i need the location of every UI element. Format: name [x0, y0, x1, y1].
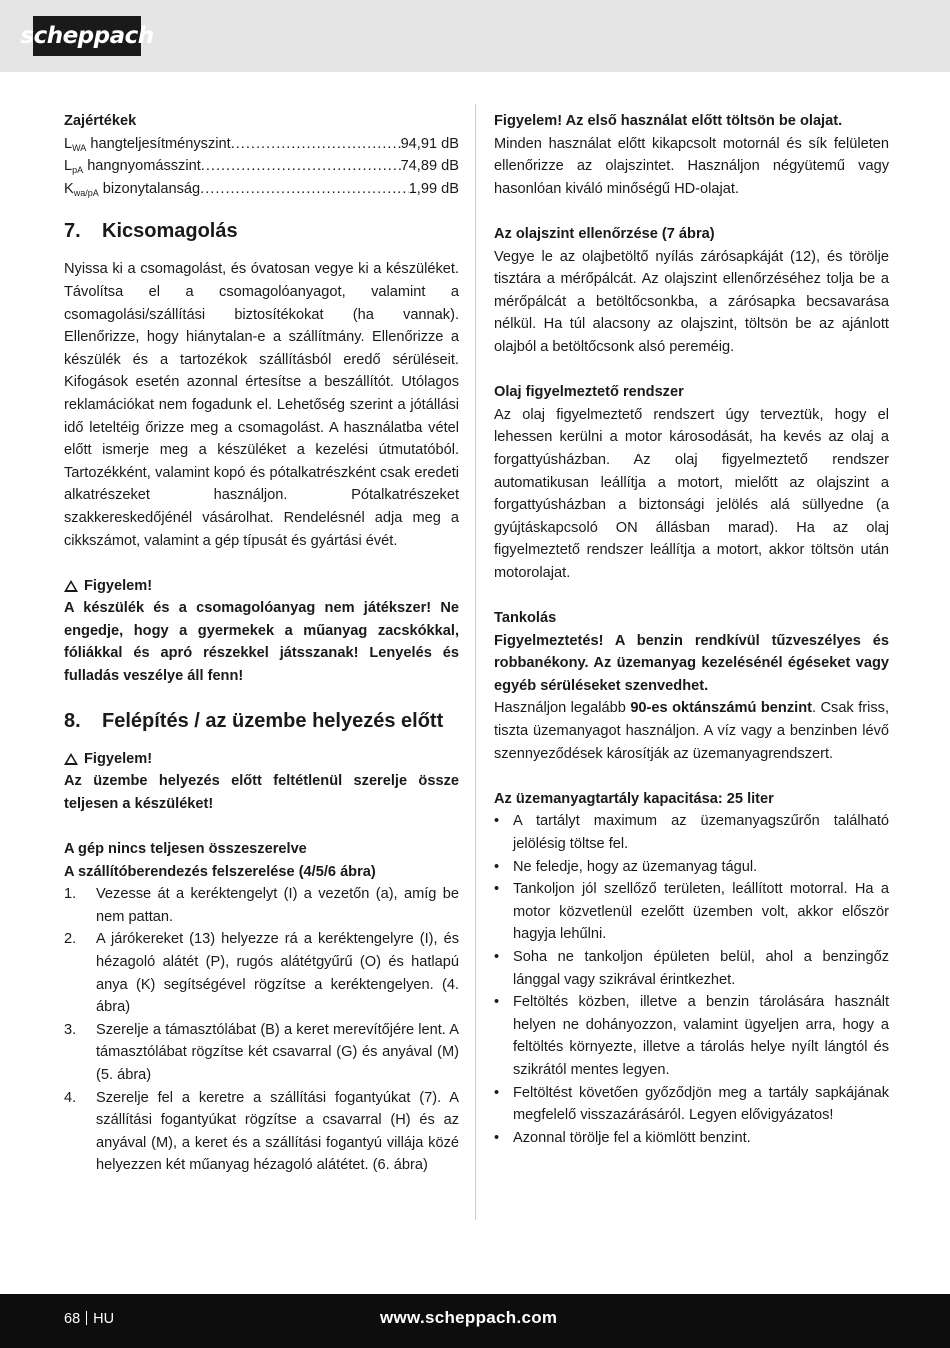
website-url[interactable]: www.scheppach.com: [380, 1308, 558, 1327]
list-item: • Feltöltést követően győződjön meg a tartály sapkájának megfelelő visszazárásáról. Legyen elővigyázatos!: [494, 1084, 889, 1124]
list-item: • Soha ne tankoljon épületen belül, ahol a benzingőz lánggal vagy szikrával érintkezhet.: [494, 948, 889, 988]
spec-label: $L_{WA}$ hangteljesítményszint: [64, 135, 231, 153]
oil-warning-heading: Figyelem! Az első használat előtt töltsön be olajat.: [494, 113, 843, 129]
leader-dots: [231, 133, 401, 156]
fueling-title: Tankolás: [494, 610, 557, 627]
oil-warning-text: Minden használat előtt kikapcsolt motornál és sík felületen ellenőrizze az olajszintet. Használjon négyütemű vagy hasonlóan kiváló minőségű HD-olajat.: [494, 135, 889, 197]
leader-dots: [201, 155, 401, 178]
transport-assembly-title: A szállítóberendezés felszerelése (4/5/6 ábra): [64, 863, 376, 880]
oil-check-text: Vegye le az olajbetöltő nyílás zárósapkáját (12), és törölje tisztára a mérőpálcát. Az olajszint ellenőrzéséhez tolja be a mérőpálcát a betöltőcsonkba, a zárósapka becsavarása nélkül. Ha túl alacsony az olajszint, töltsön be az ajánlott olajból a betöltőcsonk alsó pereméig.: [494, 248, 889, 355]
page-number: 68 HU: [64, 1311, 115, 1327]
assembly-steps: [64, 883, 459, 1177]
left-column: [64, 110, 459, 1177]
spec-value: 74,89 dB: [400, 158, 459, 175]
list-item: • A tartályt maximum az üzemanyagszűrőn található jelölésig töltse fel.: [494, 813, 889, 852]
spec-value: 94,91 dB: [400, 135, 459, 152]
section-8-heading: 8. Felépítés / az üzembe helyezés előtt: [64, 709, 444, 732]
list-item: • Feltöltés közben, illetve a benzin tárolására használt helyen ne dohányozzon, valamint ügyeljen arra, hogy a feltöltés környezte, illetve a tárolás helye nyílt lángtól és szikrától mentes legyen.: [494, 994, 889, 1078]
spec-label: $L_{pA}$ hangnyomásszint: [64, 158, 201, 176]
fuel-safety-list: [494, 810, 889, 1149]
list-item: • Tankoljon jól szellőző területen, leállított motorral. Ha a motor közvetlenül ezelőtt üzemben volt, akkor először hagyja lehűlni.: [494, 881, 889, 943]
footer-bar: [0, 1294, 950, 1348]
list-item: 4. Szerelje fel a keretre a szállítási fogantyúkat (7). A szállítási fogantyúkat rögzítse a csavarral (H) és az anyával (M), a keret és a szállítási fogantyú villája közé helyezzen két műanyag hézagoló alátétet. (6. ábra): [64, 1089, 459, 1174]
leader-dots: [200, 178, 409, 201]
oil-alarm-title: Olaj figyelmeztető rendszer: [494, 384, 684, 401]
section-7-heading: 7. Kicsomagolás: [64, 220, 238, 243]
warning-heading: Figyelem!: [64, 748, 459, 771]
list-item: 2. A járókereket (13) helyezze rá a keréktengelyre (I), és hézagoló alátét (P), rugós alátétgyűrű (O) és hatlapú anya (K) segítségével rögzítse a keréktengelyen. (4. ábra): [64, 931, 459, 1016]
oil-check-title: Az olajszint ellenőrzése (7 ábra): [494, 225, 715, 242]
spec-row-lpa: [64, 155, 459, 178]
list-item: • Ne feledje, hogy az üzemanyag tágul.: [494, 858, 758, 875]
list-item: 3. Szerelje a támasztólábat (B) a keret merevítőjére lent. A támasztólábat rögzítse két csavarral (G) és anyával (M) (5. ábra): [64, 1021, 459, 1083]
oil-alarm-text: Az olaj figyelmeztető rendszert úgy terveztük, hogy el lehessen kerülni a motor károsodását, ha kevés az olaj a forgattyúsházban. Az olaj figyelmeztető rendszer automatikusan leállítja a motort, mielőtt az olajszint a forgattyúsházban a biztonsági jelölés alá süllyedne (a gyújtáskapcsoló ON állásban marad). Ha az olaj figyelmeztető rendszer leállítja a motort, akkor töltsön után motorolajat.: [494, 406, 889, 581]
list-item: • Azonnal törölje fel a kiömlött benzint.: [494, 1129, 751, 1146]
footer-separator: [86, 1311, 87, 1325]
warning-triangle-icon: [64, 580, 78, 592]
unpacking-text: Nyissa ki a csomagolást, és óvatosan vegye ki a készüléket. Távolítsa el a csomagolóanyagot, valamint a csomagolási/szállítási biztosítékokat (ha vannak). Ellenőrizze, hogy hiánytalan-e a szállítmány. Ellenőrizze a készülék és a tartozékok szállításból eredő sérüléseit. Kifogások esetén azonnal értesítse a beszállítót. Utólagos reklamációkat nem fogadunk el. Lehetőség szerint a jótállási idő leteltéig őrizze meg a csomagolást. A használatba vétel előtt ismerje meg a készüléket a kezelési útmutatóból. Tartozékként, valamint kopó és pótalkatrészként csak eredeti alkatrészeket használjon. Pótalkatrészeket szakkereskedőjénél vásárolhat. Rendelésnél adja meg a cikkszámot, valamint a gép típusát és gyártási évét.: [64, 261, 459, 549]
fuel-text: Használjon legalább 90-es oktánszámú benzint. Csak friss, tiszta üzemanyagot használjon. A víz vagy a benzinben lévő szennyeződések károsítják az üzemanyagrendszert.: [494, 700, 889, 762]
spec-value: 1,99 dB: [408, 180, 459, 197]
spec-row-lwa: [64, 133, 459, 156]
header-bar: [0, 0, 950, 72]
column-divider: [475, 104, 476, 1220]
right-column: [494, 110, 889, 1149]
language-code: HU: [93, 1311, 115, 1327]
assembly-warning-text: Az üzembe helyezés előtt feltétlenül szerelje össze teljesen a készüléket!: [64, 773, 459, 812]
scheppach-logo: scheppach: [33, 16, 141, 56]
noise-values-title: Zajértékek: [64, 113, 137, 129]
list-item: 1. Vezesse át a keréktengelyt (I) a vezetőn (a), amíg be nem pattan.: [64, 886, 459, 925]
spec-row-kwa: [64, 178, 459, 201]
tank-capacity-title: Az üzemanyagtartály kapacitása: 25 liter: [494, 790, 774, 807]
assembly-title: A gép nincs teljesen összeszerelve: [64, 841, 307, 858]
spec-label: $K_{wa/pA}$ bizonytalanság: [64, 180, 201, 198]
toy-warning-text: A készülék és a csomagolóanyag nem játékszer! Ne engedje, hogy a gyermekek a műanyag zacskókkal, fóliákkal és apró részekkel játsszanak! Lenyelés és fulladás veszélye áll fenn!: [64, 600, 459, 685]
warning-triangle-icon: [64, 753, 78, 765]
warning-heading: Figyelem!: [64, 575, 459, 598]
fuel-warning-text: Figyelmeztetés! A benzin rendkívül tűzveszélyes és robbanékony. Az üzemanyag kezelésénél égéseket vagy egyéb sérüléseket szenvedhet.: [494, 632, 889, 694]
